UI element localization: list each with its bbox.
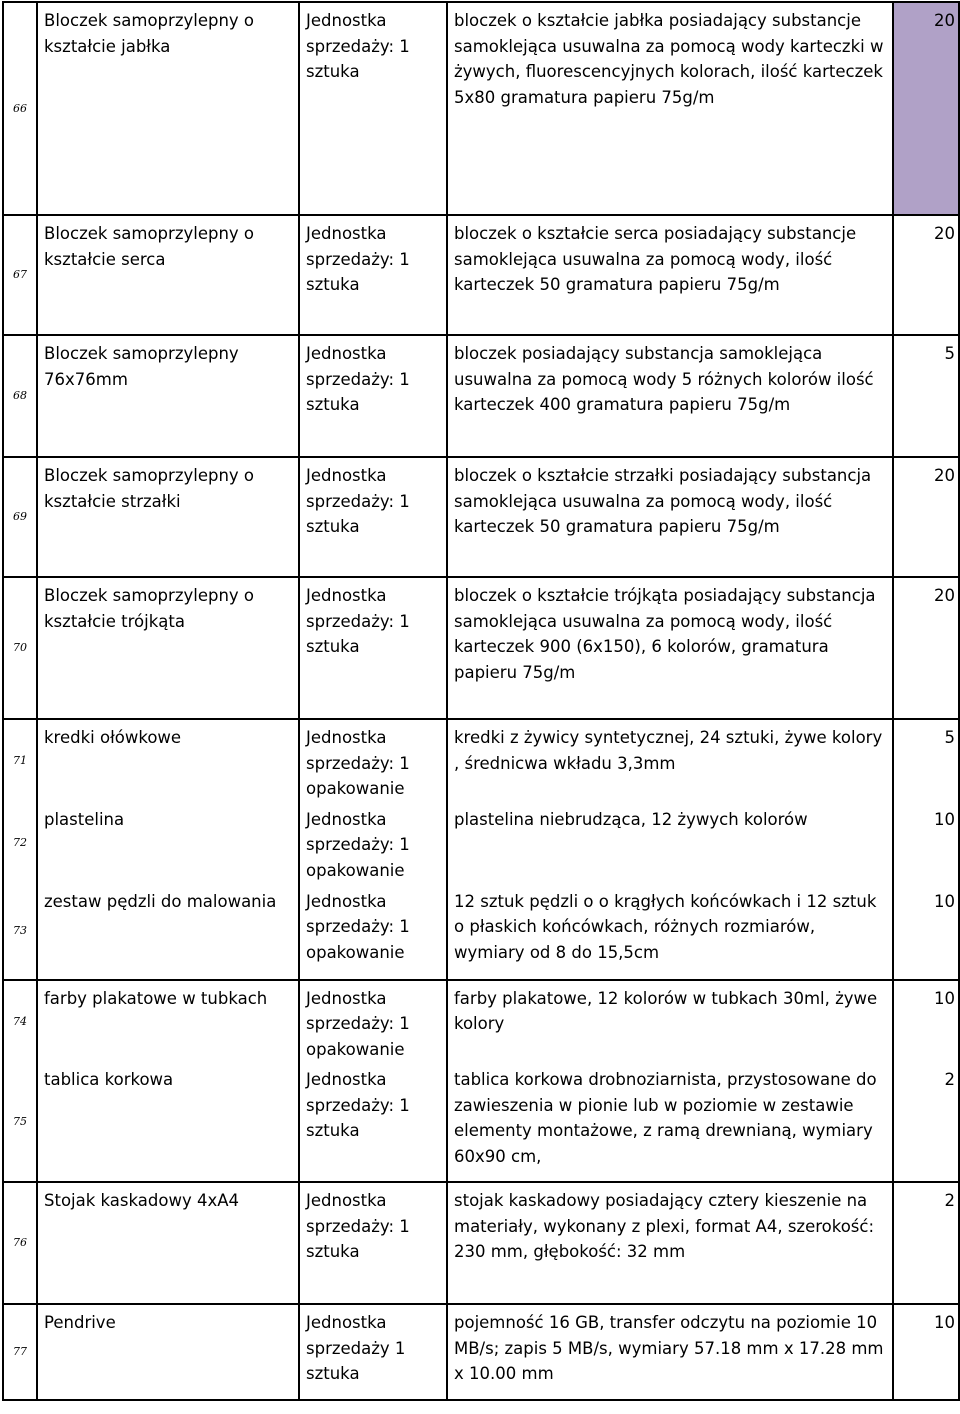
sales-unit: Jednostka sprzedaży: 1 sztuka [299, 577, 447, 719]
quantity: 10 [893, 980, 959, 1063]
row-number: 69 [3, 457, 37, 577]
product-name: Bloczek samoprzylepny 76x76mm [37, 335, 299, 457]
product-description: farby plakatowe, 12 kolorów w tubkach 30ml, żywe kolory [447, 980, 893, 1063]
table-row [3, 1304, 959, 1400]
product-description: bloczek posiadający substancja samoklejąca usuwalna za pomocą wody 5 różnych kolorów ilość karteczek 400 gramatura papieru 75g/m [447, 335, 893, 457]
sales-unit: Jednostka sprzedaży: 1 opakowanie [299, 802, 447, 884]
product-name: Bloczek samoprzylepny o kształcie strzałki [37, 457, 299, 577]
product-description: 12 sztuk pędzli o o krągłych końcówkach i 12 sztuk o płaskich końcówkach, różnych rozmiarów, wymiary od 8 do 15,5cm [447, 884, 893, 980]
quantity: 10 [893, 802, 959, 884]
product-description: bloczek o kształcie jabłka posiadający substancje samoklejąca usuwalna za pomocą wody karteczki w żywych, fluorescencyjnych kolorach, ilość karteczek 5x80 gramatura papieru 75g/m [447, 2, 893, 215]
quantity: 2 [893, 1182, 959, 1304]
product-description: tablica korkowa drobnoziarnista, przystosowane do zawieszenia w pionie lub w poziomie w zestawie elementy montażowe, z ramą drewnianą, wymiary 60x90 cm, [447, 1062, 893, 1182]
product-description: kredki z żywicy syntetycznej, 24 sztuki, żywe kolory , średnicwa wkładu 3,3mm [447, 719, 893, 802]
table-row [3, 577, 959, 719]
product-description: plastelina niebrudząca, 12 żywych kolorów [447, 802, 893, 884]
table-row [3, 2, 959, 215]
product-description: pojemność 16 GB, transfer odczytu na poziomie 10 MB/s; zapis 5 MB/s, wymiary 57.18 mm x 17.28 mm x 10.00 mm [447, 1304, 893, 1400]
table-row [3, 1062, 959, 1182]
row-number: 71 [3, 719, 37, 802]
quantity: 20 [893, 457, 959, 577]
product-specification-table [2, 1, 960, 1401]
quantity: 20 [893, 2, 959, 215]
sales-unit: Jednostka sprzedaży: 1 sztuka [299, 215, 447, 335]
sales-unit: Jednostka sprzedaży: 1 opakowanie [299, 980, 447, 1063]
quantity: 2 [893, 1062, 959, 1182]
product-name: Bloczek samoprzylepny o kształcie serca [37, 215, 299, 335]
table-row [3, 215, 959, 335]
product-name: Bloczek samoprzylepny o kształcie jabłka [37, 2, 299, 215]
product-name: plastelina [37, 802, 299, 884]
table-row [3, 980, 959, 1063]
quantity: 5 [893, 719, 959, 802]
sales-unit: Jednostka sprzedaży: 1 sztuka [299, 1182, 447, 1304]
product-name: zestaw pędzli do malowania [37, 884, 299, 980]
quantity: 20 [893, 577, 959, 719]
product-name: kredki ołówkowe [37, 719, 299, 802]
quantity: 10 [893, 884, 959, 980]
sales-unit: Jednostka sprzedaży: 1 sztuka [299, 335, 447, 457]
product-description: stojak kaskadowy posiadający cztery kieszenie na materiały, wykonany z plexi, format A4, szerokość: 230 mm, głębokość: 32 mm [447, 1182, 893, 1304]
sales-unit: Jednostka sprzedaży: 1 sztuka [299, 1062, 447, 1182]
row-number: 68 [3, 335, 37, 457]
sales-unit: Jednostka sprzedaży 1 sztuka [299, 1304, 447, 1400]
table-row [3, 884, 959, 980]
row-number: 74 [3, 980, 37, 1063]
product-name: farby plakatowe w tubkach [37, 980, 299, 1063]
row-number: 77 [3, 1304, 37, 1400]
row-number: 67 [3, 215, 37, 335]
product-description: bloczek o kształcie serca posiadający substancje samoklejąca usuwalna za pomocą wody, ilość karteczek 50 gramatura papieru 75g/m [447, 215, 893, 335]
sales-unit: Jednostka sprzedaży: 1 opakowanie [299, 884, 447, 980]
product-description: bloczek o kształcie trójkąta posiadający substancja samoklejąca usuwalna za pomocą wody, ilość karteczek 900 (6x150), 6 kolorów, gramatura papieru 75g/m [447, 577, 893, 719]
product-name: Bloczek samoprzylepny o kształcie trójkąta [37, 577, 299, 719]
quantity: 20 [893, 215, 959, 335]
table-row [3, 802, 959, 884]
sales-unit: Jednostka sprzedaży: 1 sztuka [299, 457, 447, 577]
product-name: Stojak kaskadowy 4xA4 [37, 1182, 299, 1304]
table-row [3, 335, 959, 457]
row-number: 70 [3, 577, 37, 719]
table-row [3, 1182, 959, 1304]
row-number: 75 [3, 1062, 37, 1182]
table-row [3, 457, 959, 577]
row-number: 76 [3, 1182, 37, 1304]
row-number: 66 [3, 2, 37, 215]
row-number: 72 [3, 802, 37, 884]
sales-unit: Jednostka sprzedaży: 1 sztuka [299, 2, 447, 215]
quantity: 5 [893, 335, 959, 457]
table-row [3, 719, 959, 802]
quantity: 10 [893, 1304, 959, 1400]
row-number: 73 [3, 884, 37, 980]
sales-unit: Jednostka sprzedaży: 1 opakowanie [299, 719, 447, 802]
product-description: bloczek o kształcie strzałki posiadający substancja samoklejąca usuwalna za pomocą wody, ilość karteczek 50 gramatura papieru 75g/m [447, 457, 893, 577]
product-name: tablica korkowa [37, 1062, 299, 1182]
product-name: Pendrive [37, 1304, 299, 1400]
